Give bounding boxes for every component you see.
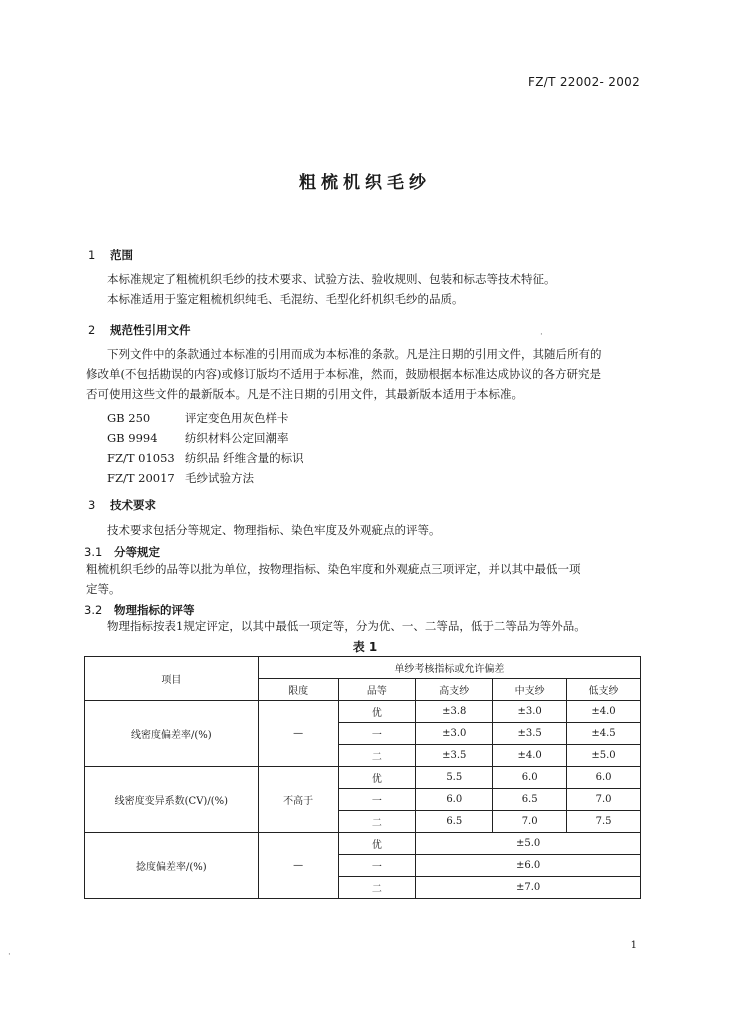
section-3-2-heading xyxy=(84,602,195,618)
reference-title: 纺织品 纤维含量的标识 xyxy=(185,451,304,465)
grade-cell: 优 xyxy=(338,767,416,789)
section-title: 物理指标的评等 xyxy=(114,603,195,617)
row-limit: — xyxy=(258,833,338,899)
value-cell: 5.5 xyxy=(416,767,493,789)
grade-cell: 优 xyxy=(338,701,416,723)
value-cell-merged: ±7.0 xyxy=(416,877,641,899)
grade-cell: 二 xyxy=(338,877,416,899)
section-number: 1 xyxy=(88,248,96,262)
standard-code: FZ/T 22002- 2002 xyxy=(528,75,640,89)
value-cell: 6.5 xyxy=(416,811,493,833)
table-row xyxy=(85,767,641,789)
table-header-row xyxy=(85,657,641,679)
reference-item xyxy=(107,450,304,466)
header-limit: 限度 xyxy=(258,679,338,701)
header-grade: 品等 xyxy=(338,679,416,701)
paragraph: 技术要求包括分等规定、物理指标、染色牢度及外观疵点的评等。 xyxy=(107,523,441,537)
section-number: 3.2 xyxy=(84,603,103,617)
value-cell: ±5.0 xyxy=(567,745,641,767)
paragraph-line: 下列文件中的条款通过本标准的引用而成为本标准的条款。凡是注日期的引用文件，其随后所有的 xyxy=(107,347,602,361)
reference-code: FZ/T 20017 xyxy=(107,471,175,485)
row-limit: 不高于 xyxy=(258,767,338,833)
reference-code: GB 250 xyxy=(107,411,151,425)
paragraph: 本标准适用于鉴定粗梳机织纯毛、毛混纺、毛型化纤机织毛纱的品质。 xyxy=(107,292,464,306)
value-cell: 6.5 xyxy=(493,789,567,811)
value-cell-merged: ±5.0 xyxy=(416,833,641,855)
section-number: 2 xyxy=(88,323,96,337)
reference-title: 毛纱试验方法 xyxy=(185,471,254,485)
value-cell: ±3.5 xyxy=(493,723,567,745)
section-title: 技术要求 xyxy=(110,498,156,512)
table-caption: 表 1 xyxy=(352,640,378,654)
value-cell: ±4.0 xyxy=(567,701,641,723)
section-title: 分等规定 xyxy=(114,545,160,559)
grade-cell: 一 xyxy=(338,723,416,745)
reference-item xyxy=(107,430,289,446)
reference-title: 评定变色用灰色样卡 xyxy=(185,411,289,425)
value-cell: 7.0 xyxy=(493,811,567,833)
row-name: 捻度偏差率/(%) xyxy=(85,833,259,899)
section-3-1-heading xyxy=(84,544,160,560)
scan-speck: · xyxy=(540,330,543,340)
section-2-heading xyxy=(88,322,191,338)
value-cell: ±4.5 xyxy=(567,723,641,745)
page-number: 1 xyxy=(630,940,637,951)
grade-cell: 一 xyxy=(338,855,416,877)
section-1-heading xyxy=(88,247,133,263)
row-name: 线密度变异系数(CV)/(%) xyxy=(85,767,259,833)
header-high-count: 高支纱 xyxy=(416,679,493,701)
paragraph-line: 粗梳机织毛纱的品等以批为单位，按物理指标、染色牢度和外观疵点三项评定，并以其中最低一项 xyxy=(86,562,581,576)
section-number: 3.1 xyxy=(84,545,103,559)
physical-index-table xyxy=(84,656,641,899)
value-cell: 6.0 xyxy=(493,767,567,789)
reference-code: FZ/T 01053 xyxy=(107,451,175,465)
section-title: 范围 xyxy=(110,248,133,262)
value-cell: ±4.0 xyxy=(493,745,567,767)
row-name: 线密度偏差率/(%) xyxy=(85,701,259,767)
grade-cell: 二 xyxy=(338,811,416,833)
header-low-count: 低支纱 xyxy=(567,679,641,701)
value-cell: ±3.0 xyxy=(416,723,493,745)
value-cell: 7.0 xyxy=(567,789,641,811)
value-cell: 7.5 xyxy=(567,811,641,833)
scan-speck: · xyxy=(8,950,11,960)
value-cell: 6.0 xyxy=(416,789,493,811)
header-item: 项目 xyxy=(85,657,259,701)
value-cell: ±3.0 xyxy=(493,701,567,723)
reference-code: GB 9994 xyxy=(107,431,158,445)
value-cell-merged: ±6.0 xyxy=(416,855,641,877)
value-cell: ±3.5 xyxy=(416,745,493,767)
grade-cell: 优 xyxy=(338,833,416,855)
section-title: 规范性引用文件 xyxy=(110,323,191,337)
document-title: 粗梳机织毛纱 xyxy=(299,173,431,193)
grade-cell: 一 xyxy=(338,789,416,811)
header-mid-count: 中支纱 xyxy=(493,679,567,701)
section-number: 3 xyxy=(88,498,96,512)
section-3-heading xyxy=(88,497,156,513)
paragraph-line: 定等。 xyxy=(86,582,121,596)
value-cell: 6.0 xyxy=(567,767,641,789)
paragraph: 本标准规定了粗梳机织毛纱的技术要求、试验方法、验收规则、包装和标志等技术特征。 xyxy=(107,272,556,286)
value-cell: ±3.8 xyxy=(416,701,493,723)
row-limit: — xyxy=(258,701,338,767)
paragraph-line: 否可使用这些文件的最新版本。凡是不注日期的引用文件，其最新版本适用于本标准。 xyxy=(86,387,523,401)
paragraph-line: 修改单(不包括勘误的内容)或修订版均不适用于本标准，然而，鼓励根据本标准达成协议的各方研究是 xyxy=(86,367,601,381)
reference-item xyxy=(107,410,289,426)
reference-title: 纺织材料公定回潮率 xyxy=(185,431,289,445)
table-row xyxy=(85,833,641,855)
table-row xyxy=(85,701,641,723)
header-group: 单纱考核指标或允许偏差 xyxy=(258,657,640,679)
reference-item xyxy=(107,470,254,486)
grade-cell: 二 xyxy=(338,745,416,767)
paragraph: 物理指标按表1规定评定，以其中最低一项定等，分为优、一、二等品，低于二等品为等外品。 xyxy=(107,619,586,633)
